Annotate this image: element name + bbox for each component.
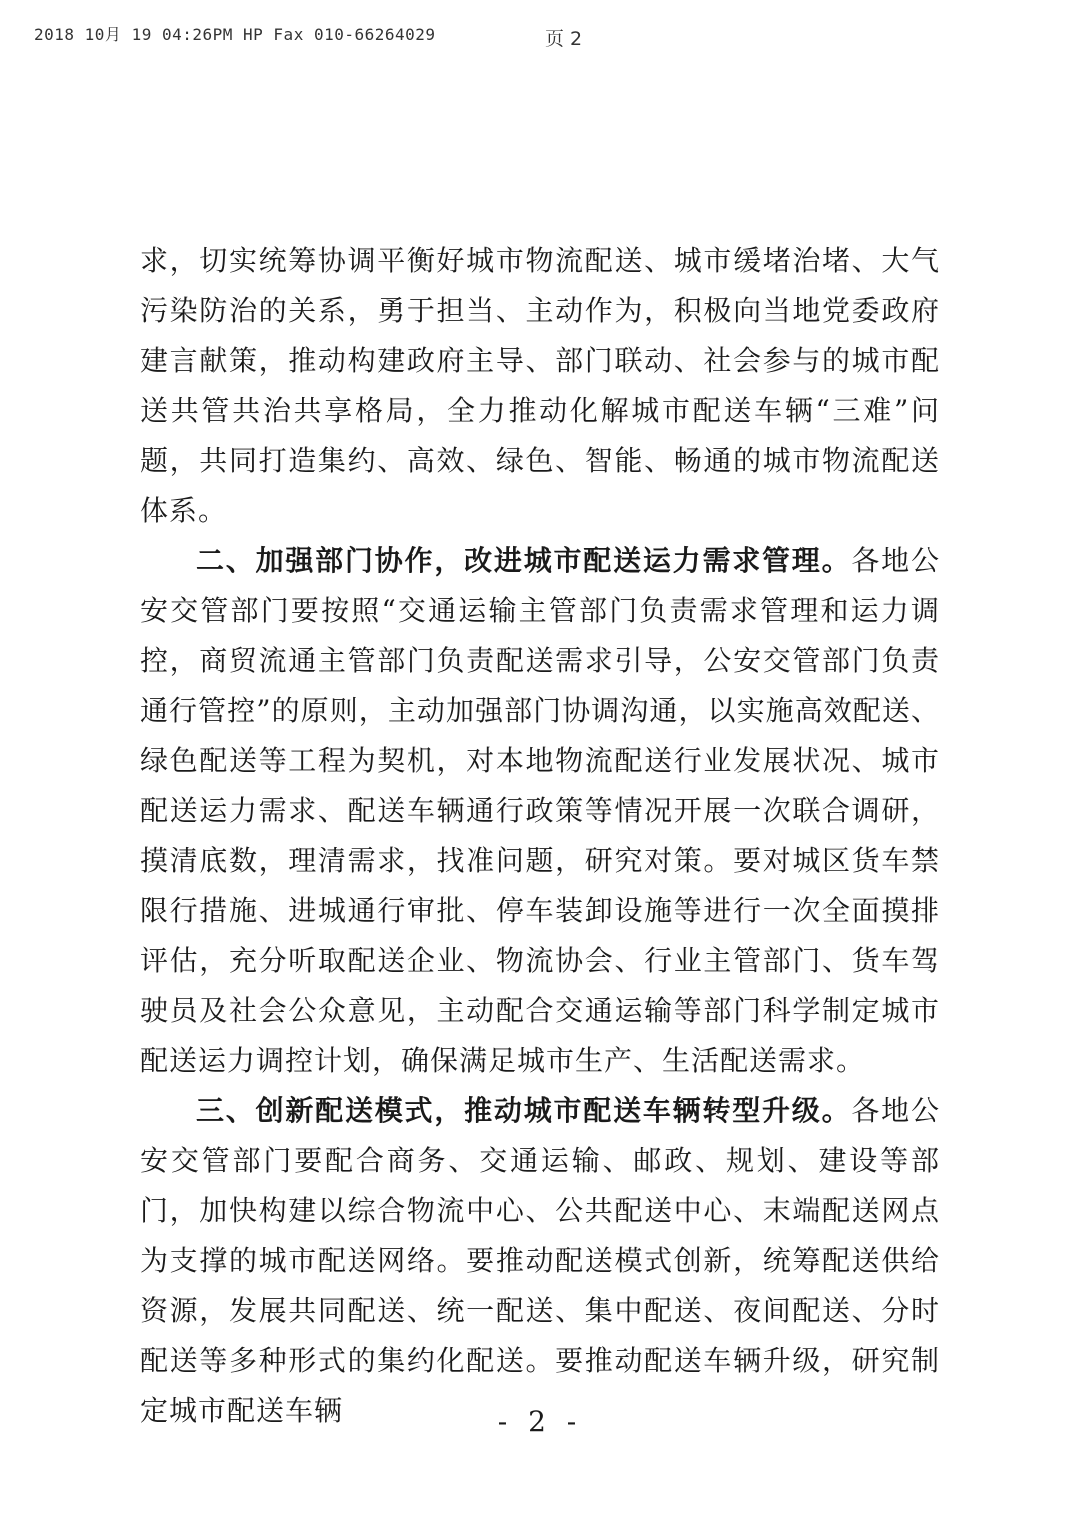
paragraph-section-3 — [140, 1086, 940, 1436]
paragraph-text: 各地公安交管部门要按照“交通运输主管部门负责需求管理和运力调控，商贸流通主管部门负责配送需求引导，公安交管部门负责通行管控”的原则，主动加强部门协调沟通，以实施高效配送、绿色配送等工程为契机，对本地物流配送行业发展状况、城市配送运力需求、配送车辆通行政策等情况开展一次联合调研，摸清底数，理清需求，找准问题，研究对策。要对城区货车禁限行措施、进城通行审批、停车装卸设施等进行一次全面摸排评估，充分听取配送企业、物流协会、行业主管部门、货车驾驶员及社会公众意见，主动配合交通运输等部门科学制定城市配送运力调控计划，确保满足城市生产、生活配送需求。 — [140, 544, 940, 1077]
fax-header-line: 2018 10月 19 04:26PM HP Fax 010-66264029 — [34, 25, 436, 44]
section-heading: 二、加强部门协作，改进城市配送运力需求管理。 — [196, 544, 852, 577]
paragraph-text: 求，切实统筹协调平衡好城市物流配送、城市缓堵治堵、大气污染防治的关系，勇于担当、主动作为，积极向当地党委政府建言献策，推动构建政府主导、部门联动、社会参与的城市配送共管共治共享格局，全力推动化解城市配送车辆“三难”问题，共同打造集约、高效、绿色、智能、畅通的城市物流配送体系。 — [140, 244, 940, 527]
section-heading: 三、创新配送模式，推动城市配送车辆转型升级。 — [196, 1094, 852, 1127]
paragraph-text: 各地公安交管部门要配合商务、交通运输、邮政、规划、建设等部门，加快构建以综合物流中心、公共配送中心、末端配送网点为支撑的城市配送网络。要推动配送模式创新，统筹配送供给资源，发展共同配送、统一配送、集中配送、夜间配送、分时配送等多种形式的集约化配送。要推动配送车辆升级，研究制定城市配送车辆 — [140, 1094, 940, 1427]
fax-page-label: 页 2 — [545, 28, 583, 50]
paragraph-section-2 — [140, 536, 940, 1086]
page-number: - 2 - — [497, 1405, 583, 1438]
paragraph-continuation — [140, 236, 940, 536]
document-body — [140, 236, 940, 1436]
